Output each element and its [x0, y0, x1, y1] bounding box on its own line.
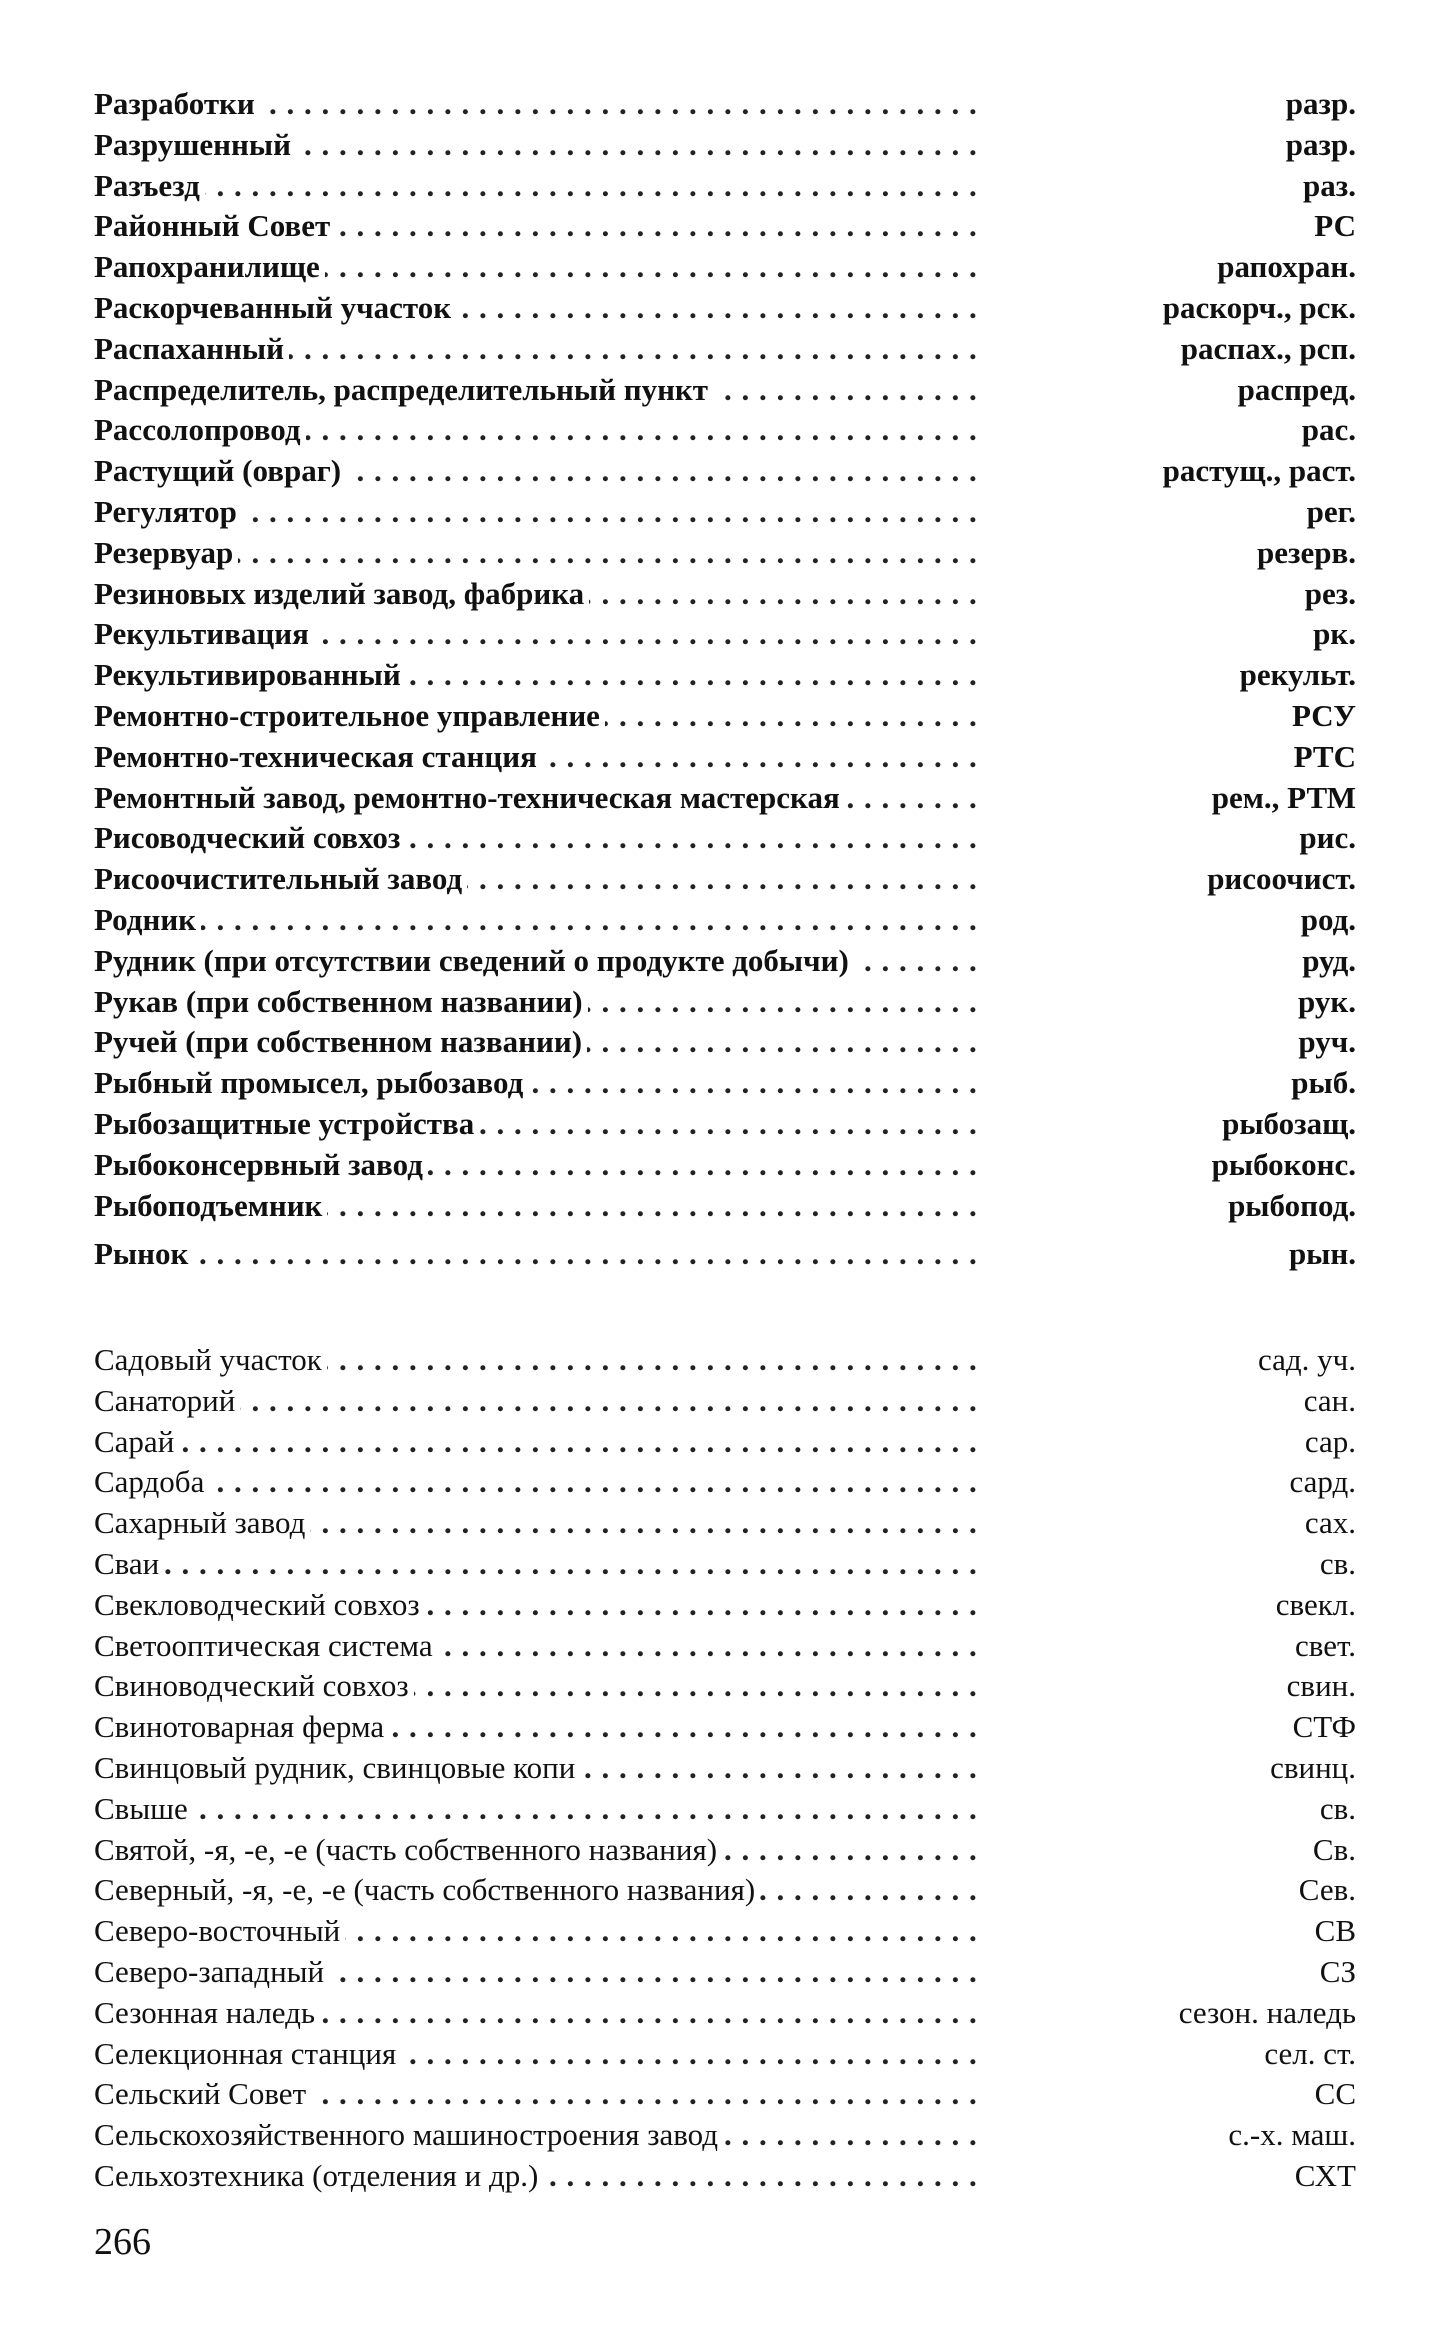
abbreviation-list-r: [94, 84, 1356, 1275]
entry-term-text: Рисоочистительный завод: [94, 861, 467, 896]
entry-term-text: Свинотоварная ферма: [94, 1709, 389, 1744]
list-item: [94, 2034, 1356, 2075]
list-item: [94, 900, 1356, 941]
list-item: [94, 982, 1356, 1023]
entry-term: [94, 900, 984, 940]
entry-term-text: Рудник (при отсутствии сведений о продукте добычи): [94, 943, 854, 978]
entry-term-text: Районный Совет: [94, 208, 335, 243]
list-item: [94, 1503, 1356, 1544]
entry-term: [94, 84, 984, 124]
entry-term-text: Светооптическая система: [94, 1628, 438, 1663]
entry-term-text: Сваи: [94, 1546, 164, 1581]
entry-abbreviation: руч.: [1298, 1024, 1356, 1060]
list-item: [94, 1626, 1356, 1667]
list-item: [94, 574, 1356, 615]
entry-term-text: Рукав (при собственном названии): [94, 984, 588, 1019]
entry-term: [94, 778, 984, 818]
list-item: [94, 1789, 1356, 1830]
list-item: [94, 655, 1356, 696]
list-item: [94, 166, 1356, 207]
entry-term: [94, 1422, 984, 1462]
entry-term: [94, 1585, 984, 1625]
entry-term-text: Свинцовый рудник, свинцовые копи: [94, 1750, 580, 1785]
entry-abbreviation: рыб.: [1291, 1065, 1356, 1101]
entry-abbreviation: раскорч., рск.: [1162, 289, 1356, 325]
entry-term: [94, 982, 984, 1022]
list-item: [94, 2156, 1356, 2197]
entry-abbreviation: сел. ст.: [1264, 2035, 1356, 2071]
entry-abbreviation: свин.: [1286, 1668, 1356, 1704]
list-item: [94, 1422, 1356, 1463]
list-item: [94, 410, 1356, 451]
entry-abbreviation: РТС: [1293, 738, 1356, 774]
entry-term-text: Ремонтно-техническая станция: [94, 739, 542, 774]
list-item: [94, 1830, 1356, 1871]
entry-abbreviation: резерв.: [1257, 534, 1356, 570]
list-item: [94, 818, 1356, 859]
entry-abbreviation: распред.: [1237, 371, 1356, 407]
entry-abbreviation: сан.: [1303, 1382, 1356, 1418]
entry-term: [94, 533, 984, 573]
entry-term: [94, 1063, 984, 1103]
entry-abbreviation: рк.: [1313, 616, 1356, 652]
entry-term-text: Сардоба: [94, 1464, 209, 1499]
entry-term: [94, 451, 984, 491]
entry-term: [94, 1870, 984, 1910]
entry-term: [94, 655, 984, 695]
list-item: [94, 206, 1356, 247]
entry-term: [94, 492, 984, 532]
list-item: [94, 84, 1356, 125]
entry-abbreviation: сад. уч.: [1257, 1342, 1356, 1377]
entry-term-text: Санаторий: [94, 1383, 240, 1418]
entry-term-text: Селекционная станция: [94, 2036, 401, 2071]
entry-term: [94, 818, 984, 858]
entry-term-text: Рыбный промысел, рыбозавод: [94, 1065, 528, 1100]
entry-term-text: Регулятор: [94, 494, 242, 529]
entry-term: [94, 859, 984, 899]
list-item: [94, 859, 1356, 900]
entry-term: [94, 1022, 984, 1062]
entry-term: [94, 1748, 984, 1788]
entry-abbreviation: сар.: [1304, 1423, 1356, 1459]
entry-abbreviation: растущ., раст.: [1162, 453, 1356, 489]
list-item: [94, 247, 1356, 288]
entry-term: [94, 696, 984, 736]
entry-term-text: Ручей (при собственном названии): [94, 1024, 587, 1059]
entry-term-text: Рынок: [94, 1236, 193, 1271]
entry-abbreviation: СС: [1314, 2076, 1356, 2112]
entry-abbreviation: рапохран.: [1217, 249, 1356, 285]
list-item: [94, 1186, 1356, 1227]
entry-term: [94, 1993, 984, 2033]
entry-term-text: Распределитель, распределительный пункт: [94, 372, 713, 407]
entry-abbreviation: раз.: [1303, 167, 1356, 203]
entry-abbreviation: род.: [1300, 901, 1356, 937]
entry-term: [94, 410, 984, 450]
entry-abbreviation: рис.: [1299, 820, 1356, 856]
entry-term: [94, 1789, 984, 1829]
list-item: [94, 1544, 1356, 1585]
entry-term: [94, 2115, 984, 2155]
abbreviation-list-s: [94, 1340, 1356, 2197]
entry-term: [94, 1911, 984, 1951]
entry-abbreviation: СВ: [1314, 1913, 1356, 1949]
entry-term-text: Разъезд: [94, 168, 205, 203]
entry-term: [94, 1503, 984, 1543]
entry-term-text: Растущий (овраг): [94, 453, 346, 488]
entry-term-text: Резервуар: [94, 535, 238, 570]
entry-term-text: Ремонтный завод, ремонтно-техническая мастерская: [94, 780, 845, 815]
entry-term-text: Разрушенный: [94, 127, 296, 162]
list-item: [94, 2074, 1356, 2115]
list-item: [94, 1911, 1356, 1952]
entry-term-text: Рыбоподъемник: [94, 1188, 327, 1223]
entry-abbreviation: РСУ: [1291, 697, 1356, 733]
list-item: [94, 1462, 1356, 1503]
entry-term: [94, 1234, 984, 1274]
entry-abbreviation: св.: [1319, 1545, 1356, 1581]
list-item: [94, 696, 1356, 737]
entry-abbreviation: сард.: [1289, 1464, 1356, 1500]
entry-term-text: Свыше: [94, 1791, 193, 1826]
entry-term: [94, 1626, 984, 1666]
list-item: [94, 1666, 1356, 1707]
entry-abbreviation: св.: [1319, 1790, 1356, 1826]
entry-term-text: Святой, -я, -е, -е (часть собственного названия): [94, 1832, 722, 1867]
entry-term: [94, 614, 984, 654]
list-item: [94, 2115, 1356, 2156]
entry-abbreviation: рук.: [1298, 983, 1356, 1019]
entry-term: [94, 247, 984, 287]
entry-term-text: Раскорчеванный участок: [94, 290, 456, 325]
list-item: [94, 288, 1356, 329]
entry-term-text: Сельскохозяйственного машиностроения завод: [94, 2117, 723, 2152]
entry-abbreviation: с.-х. маш.: [1228, 2117, 1356, 2153]
list-item: [94, 1707, 1356, 1748]
entry-term: [94, 329, 984, 369]
entry-term: [94, 574, 984, 614]
entry-term: [94, 1145, 984, 1185]
entry-abbreviation: распах., рсп.: [1180, 330, 1356, 366]
entry-abbreviation: СТФ: [1292, 1709, 1356, 1745]
entry-abbreviation: рыбозащ.: [1222, 1105, 1356, 1141]
entry-term-text: Сарай: [94, 1424, 179, 1459]
entry-term-text: Свекловодческий совхоз: [94, 1587, 425, 1622]
list-item: [94, 1381, 1356, 1422]
entry-abbreviation: рыбоконс.: [1211, 1146, 1356, 1182]
entry-term-text: Рекультивированный: [94, 657, 406, 692]
list-item: [94, 533, 1356, 574]
entry-term-text: Рыбоконсервный завод: [94, 1147, 428, 1182]
entry-abbreviation: рег.: [1306, 493, 1356, 529]
entry-abbreviation: разр.: [1285, 86, 1356, 121]
entry-term-text: Ремонтно-строительное управление: [94, 698, 605, 733]
list-item: [94, 1022, 1356, 1063]
list-item: [94, 1340, 1356, 1381]
entry-term-text: Рыбозащитные устройства: [94, 1106, 479, 1141]
entry-term: [94, 370, 984, 410]
entry-abbreviation: сезон. наледь: [1178, 1994, 1356, 2030]
list-item: [94, 492, 1356, 533]
entry-term: [94, 1666, 984, 1706]
entry-term: [94, 166, 984, 206]
list-item: [94, 737, 1356, 778]
entry-abbreviation: разр.: [1285, 126, 1356, 162]
entry-term: [94, 288, 984, 328]
entry-term: [94, 2074, 984, 2114]
page-number: 266: [94, 2221, 151, 2263]
list-item: [94, 125, 1356, 166]
entry-abbreviation: СЗ: [1319, 1953, 1356, 1989]
entry-term-text: Сезонная наледь: [94, 1995, 320, 2030]
entry-term: [94, 1830, 984, 1870]
entry-term-text: Северный, -я, -е, -е (часть собственного названия): [94, 1872, 760, 1907]
entry-term-text: Северо-восточный: [94, 1913, 345, 1948]
entry-term-text: Рапохранилище: [94, 249, 325, 284]
entry-term: [94, 2034, 984, 2074]
list-item: [94, 1104, 1356, 1145]
entry-term-text: Распаханный: [94, 331, 289, 366]
entry-term-text: Свиноводческий совхоз: [94, 1668, 414, 1703]
entry-term: [94, 1707, 984, 1747]
entry-abbreviation: свекл.: [1275, 1586, 1356, 1622]
entry-term: [94, 1462, 984, 1502]
entry-term: [94, 737, 984, 777]
entry-term: [94, 1104, 984, 1144]
list-item: [94, 451, 1356, 492]
entry-abbreviation: рем., РТМ: [1211, 779, 1356, 815]
entry-abbreviation: рыбопод.: [1228, 1187, 1356, 1223]
list-item: [94, 1952, 1356, 1993]
entry-term: [94, 1340, 984, 1380]
entry-term-text: Сахарный завод: [94, 1505, 310, 1540]
entry-term-text: Северо-западный: [94, 1954, 329, 1989]
entry-term: [94, 1544, 984, 1584]
list-item: [94, 1748, 1356, 1789]
entry-term: [94, 2156, 984, 2196]
entry-term-text: Родник: [94, 902, 201, 937]
list-item: [94, 1993, 1356, 2034]
list-item: [94, 1585, 1356, 1626]
list-item: [94, 1870, 1356, 1911]
list-item: [94, 329, 1356, 370]
entry-term-text: Рассолопровод: [94, 412, 306, 447]
entry-term: [94, 1186, 984, 1226]
entry-abbreviation: свинц.: [1270, 1749, 1356, 1785]
entry-abbreviation: сах.: [1304, 1505, 1356, 1541]
list-item: [94, 614, 1356, 655]
list-item: [94, 778, 1356, 819]
list-item: [94, 1145, 1356, 1186]
entry-abbreviation: СХТ: [1294, 2157, 1356, 2193]
entry-term-text: Сельхозтехника (отделения и др.): [94, 2158, 543, 2193]
entry-term-text: Сельский Совет: [94, 2076, 311, 2111]
entry-term-text: Резиновых изделий завод, фабрика: [94, 576, 589, 611]
entry-abbreviation: рисоочист.: [1207, 861, 1356, 897]
entry-abbreviation: Сев.: [1298, 1872, 1356, 1908]
entry-term-text: Садовый участок: [94, 1342, 327, 1377]
entry-abbreviation: Св.: [1312, 1831, 1356, 1867]
entry-term: [94, 941, 984, 981]
entry-term: [94, 206, 984, 246]
entry-abbreviation: рез.: [1304, 575, 1356, 611]
list-item: [94, 941, 1356, 982]
entry-term: [94, 1381, 984, 1421]
entry-abbreviation: рекульт.: [1239, 657, 1356, 693]
entry-term-text: Рекультивация: [94, 616, 314, 651]
entry-term: [94, 1952, 984, 1992]
list-item: [94, 370, 1356, 411]
entry-term-text: Разработки: [94, 86, 260, 121]
entry-abbreviation: РС: [1314, 208, 1356, 244]
entry-abbreviation: рын.: [1288, 1236, 1356, 1272]
list-item: [94, 1234, 1356, 1275]
entry-abbreviation: руд.: [1302, 942, 1356, 978]
entry-abbreviation: рас.: [1301, 412, 1356, 448]
entry-term-text: Рисоводческий совхоз: [94, 820, 405, 855]
entry-abbreviation: свет.: [1295, 1627, 1356, 1663]
list-item: [94, 1063, 1356, 1104]
entry-term: [94, 125, 984, 165]
